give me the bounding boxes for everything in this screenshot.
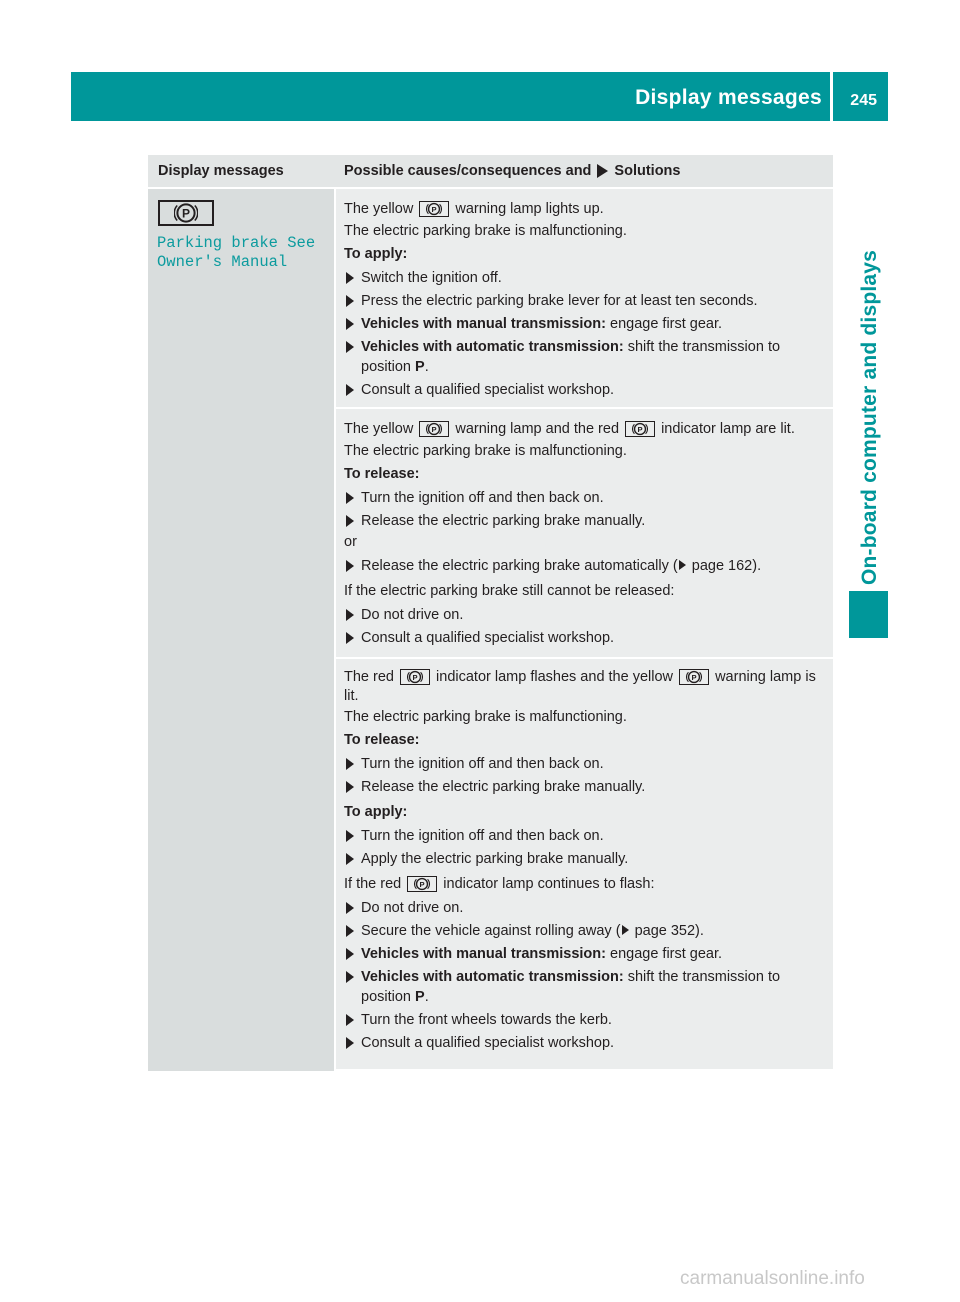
header-divider <box>830 72 833 121</box>
step-rest: engage first gear. <box>610 946 723 962</box>
block2-or: or <box>344 534 357 550</box>
block3-heading-release: To release: <box>344 732 420 748</box>
arrow-right-icon <box>346 971 354 983</box>
solution-block-1 <box>336 189 833 407</box>
parking-brake-icon <box>158 200 214 226</box>
page-reference-icon <box>622 925 629 935</box>
block3-cause: The electric parking brake is malfunctioning. <box>344 709 627 725</box>
col-header-causes <box>336 155 680 187</box>
page-reference-link[interactable]: page 352). <box>634 923 704 939</box>
parking-brake-icon <box>625 421 655 437</box>
list-item <box>344 754 827 774</box>
arrow-right-icon <box>346 925 354 937</box>
page-header <box>71 72 888 121</box>
parking-brake-icon <box>419 421 449 437</box>
step-bold: Vehicles with manual transmission: <box>361 946 606 962</box>
step-text: Consult a qualified specialist workshop. <box>361 382 615 398</box>
step-text: Consult a qualified specialist workshop. <box>361 1035 615 1051</box>
arrow-right-icon <box>346 758 354 770</box>
svg-text:P: P <box>412 672 418 682</box>
step-rest: shift the transmission to position <box>361 339 781 375</box>
col-header-causes-text: Possible causes/consequences and <box>344 163 592 179</box>
arrow-right-icon <box>346 560 354 572</box>
block2-intro-c: indicator lamp are lit. <box>661 421 795 437</box>
list-item <box>344 314 827 334</box>
block3-heading-apply: To apply: <box>344 804 408 820</box>
block2-intro-b: warning lamp and the red <box>455 421 620 437</box>
list-item <box>344 898 827 918</box>
list-item <box>344 1033 827 1053</box>
block3-intro-a: The red <box>344 669 394 685</box>
list-item <box>344 777 827 797</box>
block1-heading: To apply: <box>344 246 408 262</box>
list-item <box>344 556 827 576</box>
solution-block-3 <box>336 657 833 1069</box>
display-message-text <box>157 234 334 272</box>
arrow-right-icon <box>346 341 354 353</box>
svg-text:P: P <box>637 424 643 434</box>
block2-heading: To release: <box>344 466 420 482</box>
block2-condition: If the electric parking brake still cannot be released: <box>344 583 675 599</box>
block2-intro <box>344 418 827 440</box>
svg-text:P: P <box>419 879 425 889</box>
parking-brake-icon <box>407 876 437 892</box>
block1-intro-a: The yellow <box>344 201 414 217</box>
block1-cause: The electric parking brake is malfunctioning. <box>344 223 627 239</box>
svg-text:P: P <box>431 424 437 434</box>
step-text-a: Release the electric parking brake automatically ( <box>361 558 678 574</box>
header-title: Display messages <box>635 86 822 109</box>
arrow-right-icon <box>346 902 354 914</box>
step-text: Turn the ignition off and then back on. <box>361 828 604 844</box>
block3-condition-a: If the red <box>344 876 402 892</box>
arrow-right-icon <box>346 781 354 793</box>
step-text: Apply the electric parking brake manually. <box>361 851 629 867</box>
solutions-column <box>336 189 833 1071</box>
list-item <box>344 268 827 288</box>
arrow-right-icon <box>346 609 354 621</box>
arrow-right-icon <box>346 272 354 284</box>
block1-intro-b: warning lamp lights up. <box>455 201 604 217</box>
list-item <box>344 605 827 625</box>
arrow-right-icon <box>346 948 354 960</box>
list-item <box>344 944 827 964</box>
step-text: Release the electric parking brake manually. <box>361 779 646 795</box>
solution-block-2 <box>336 407 833 657</box>
arrow-right-icon <box>346 515 354 527</box>
step-text <box>361 556 827 576</box>
list-item <box>344 826 827 846</box>
arrow-right-icon <box>346 1037 354 1049</box>
step-text: Do not drive on. <box>361 900 464 916</box>
list-item <box>344 967 827 1007</box>
table-body <box>148 187 833 1071</box>
arrow-right-icon <box>597 164 608 178</box>
step-text <box>361 921 827 941</box>
step-bold: Vehicles with automatic transmission: <box>361 969 624 985</box>
side-tab-label: On-board computer and displays <box>858 249 881 585</box>
col-header-solutions-text: Solutions <box>614 163 681 179</box>
step-text: Turn the ignition off and then back on. <box>361 756 604 772</box>
table-header <box>148 155 833 187</box>
list-item <box>344 337 827 377</box>
svg-text:P: P <box>431 204 437 214</box>
parking-brake-icon <box>400 669 430 685</box>
page-number: 245 <box>850 92 877 109</box>
block3-condition-b: indicator lamp continues to flash: <box>443 876 655 892</box>
list-item <box>344 291 827 311</box>
step-text: Press the electric parking brake lever for at least ten seconds. <box>361 293 758 309</box>
list-item <box>344 488 827 508</box>
arrow-right-icon <box>346 1014 354 1026</box>
block3-condition <box>344 873 827 895</box>
col-header-display-messages: Display messages <box>158 163 284 179</box>
step-text: Switch the ignition off. <box>361 270 502 286</box>
list-item <box>344 380 827 400</box>
step-rest: engage first gear. <box>610 316 723 332</box>
side-tab-marker <box>849 591 888 638</box>
display-message-line2: Owner's Manual <box>157 253 288 271</box>
list-item <box>344 511 827 531</box>
arrow-right-icon <box>346 295 354 307</box>
step-text: Turn the front wheels towards the kerb. <box>361 1012 612 1028</box>
step-text: Turn the ignition off and then back on. <box>361 490 604 506</box>
step-bold: Vehicles with automatic transmission: <box>361 339 624 355</box>
list-item <box>344 628 827 648</box>
arrow-right-icon <box>346 492 354 504</box>
arrow-right-icon <box>346 384 354 396</box>
list-item <box>344 1010 827 1030</box>
svg-text:P: P <box>691 672 697 682</box>
display-message-cell <box>148 189 334 1071</box>
gear-position: P <box>415 359 425 375</box>
block3-intro <box>344 668 827 706</box>
parking-brake-icon <box>419 201 449 217</box>
svg-text:P: P <box>181 206 191 221</box>
block3-intro-c: warning lamp is lit. <box>344 669 816 704</box>
arrow-right-icon <box>346 318 354 330</box>
display-messages-table <box>148 155 833 1071</box>
block2-cause: The electric parking brake is malfunctioning. <box>344 443 627 459</box>
display-message-line1: Parking brake See <box>157 234 316 252</box>
arrow-right-icon <box>346 632 354 644</box>
page-reference-icon <box>679 560 686 570</box>
step-text <box>361 314 827 334</box>
arrow-right-icon <box>346 830 354 842</box>
watermark: carmanualsonline.info <box>680 1268 865 1289</box>
list-item <box>344 849 827 869</box>
page-reference-link[interactable]: page 162). <box>691 558 762 574</box>
step-text <box>361 944 827 964</box>
step-bold: Vehicles with manual transmission: <box>361 316 606 332</box>
step-text: Consult a qualified specialist workshop. <box>361 630 615 646</box>
gear-position: P <box>415 989 425 1005</box>
step-text: Vehicles with automatic transmission: shift the transmission to position P. <box>361 339 781 375</box>
step-text-a: Secure the vehicle against rolling away ( <box>361 923 621 939</box>
arrow-right-icon <box>346 853 354 865</box>
step-text: Do not drive on. <box>361 607 464 623</box>
block1-intro <box>344 198 827 220</box>
list-item <box>344 921 827 941</box>
step-text: Vehicles with automatic transmission: shift the transmission to position P. <box>361 969 781 1005</box>
block2-intro-a: The yellow <box>344 421 414 437</box>
parking-brake-icon <box>679 669 709 685</box>
step-text: Release the electric parking brake manually. <box>361 513 646 529</box>
block3-intro-b: indicator lamp flashes and the yellow <box>436 669 674 685</box>
step-rest: shift the transmission to position <box>361 969 781 1005</box>
